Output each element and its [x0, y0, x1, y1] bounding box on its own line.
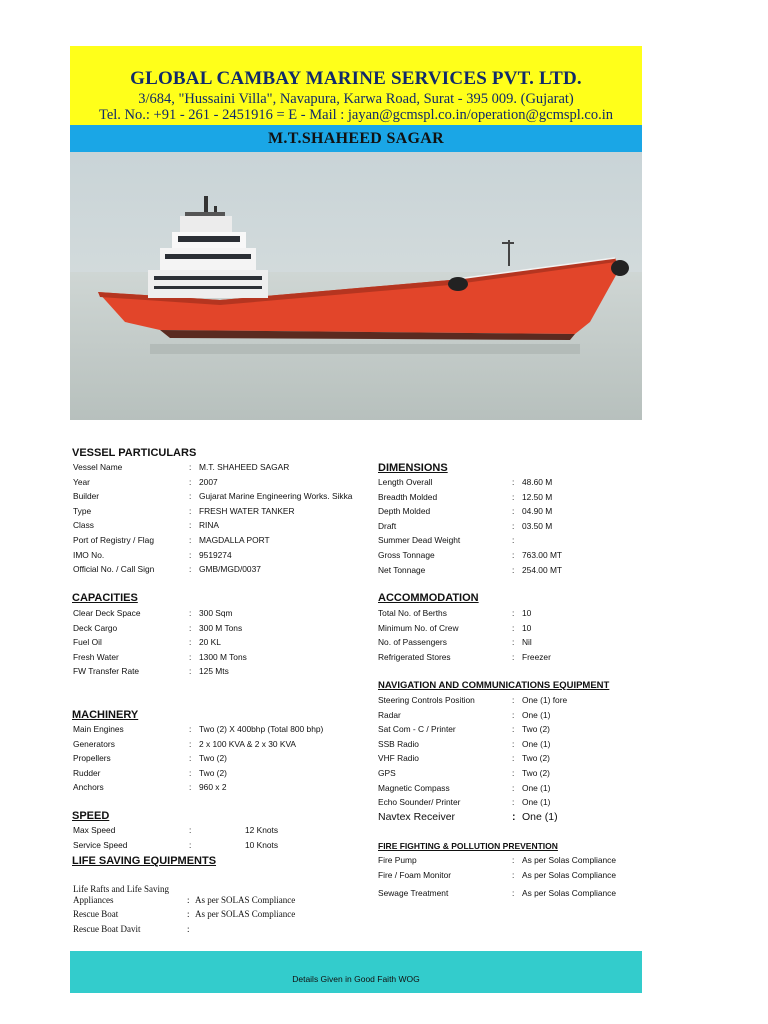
dimensions-heading: DIMENSIONS: [378, 462, 448, 474]
company-address: 3/684, "Hussaini Villa", Navapura, Karwa Road, Surat - 395 009. (Gujarat): [138, 91, 574, 107]
particular-value: 9519274: [199, 549, 232, 560]
particular-label: Class: [73, 520, 94, 531]
life-rafts-value: As per SOLAS Compliance: [195, 895, 296, 905]
particular-value: GMB/MGD/0037: [199, 564, 261, 575]
particular-label: Year: [73, 476, 90, 487]
vessel-photo: [70, 152, 642, 420]
accommodation-heading: ACCOMMODATION: [378, 592, 479, 604]
speed-heading: SPEED: [72, 810, 110, 822]
particular-value: Gujarat Marine Engineering Works. Sikka: [199, 491, 353, 502]
particular-label: Vessel Name: [73, 462, 123, 472]
footer-text: Details Given in Good Faith WOG: [292, 974, 420, 984]
fender-mid: [448, 277, 468, 291]
particular-value: M.T. SHAHEED SAGAR: [199, 462, 290, 472]
ship-illustration: [70, 152, 642, 420]
particular-label: Builder: [73, 491, 100, 502]
capacities-heading: CAPACITIES: [72, 592, 138, 604]
particular-value: RINA: [199, 520, 220, 531]
ship-superstructure: [148, 270, 268, 298]
company-header: [70, 46, 642, 125]
particular-label: Type: [73, 505, 92, 516]
particular-value: FRESH WATER TANKER: [199, 505, 295, 516]
life-rafts-label: Life Rafts and Life Saving Appliances: [73, 884, 169, 905]
vessel-particulars-heading: VESSEL PARTICULARS: [72, 447, 197, 459]
particular-value: 2007: [199, 476, 218, 487]
vessel-title-bar: [70, 125, 642, 152]
particular-value: MAGDALLA PORT: [199, 534, 270, 545]
footer-bar: [70, 951, 642, 993]
fire-fighting-heading: FIRE FIGHTING & POLLUTION PREVENTION: [378, 841, 558, 851]
fender-bow: [611, 260, 629, 276]
vessel-title: M.T.SHAHEED SAGAR: [268, 130, 444, 147]
particular-label: Port of Registry / Flag: [73, 534, 154, 545]
particular-label: Official No. / Call Sign: [73, 564, 155, 575]
company-name: GLOBAL CAMBAY MARINE SERVICES PVT. LTD.: [130, 68, 582, 89]
machinery-heading: MACHINERY: [72, 709, 139, 721]
navigation-heading: NAVIGATION AND COMMUNICATIONS EQUIPMENT: [378, 680, 610, 691]
company-contact: Tel. No.: +91 - 261 - 2451916 = E - Mail : jayan@gcmspl.co.in/operation@gcmspl.co.in: [98, 107, 613, 123]
life-saving-heading: LIFE SAVING EQUIPMENTS: [72, 855, 217, 867]
particular-label: IMO No.: [73, 549, 105, 560]
